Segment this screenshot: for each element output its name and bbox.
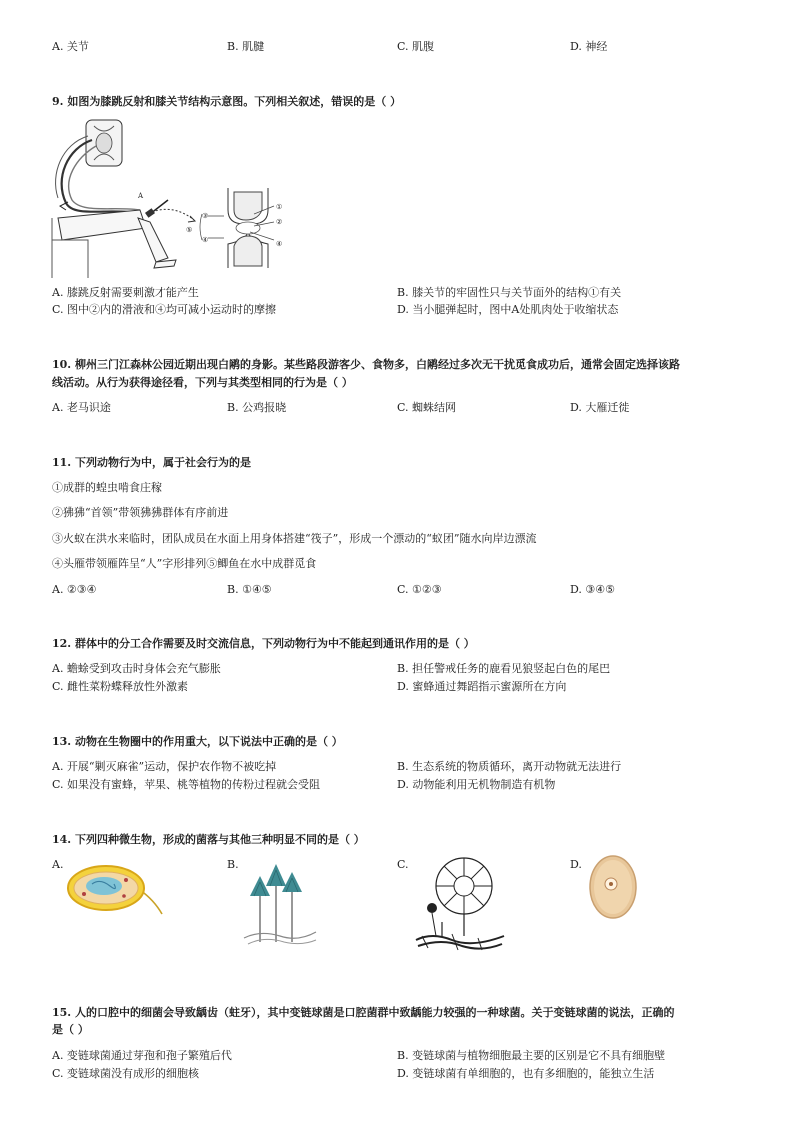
q12-stem: 12. 群体中的分工合作需要及时交流信息，下列动物行为中不能起到通讯作用的是（ ）	[52, 637, 475, 650]
figure-label-4-left: ④	[202, 236, 209, 244]
q10-stem-line2: 线活动。从行为获得途径看，下列与其类型相同的行为是（ ）	[52, 376, 353, 389]
figure-label-a: A	[138, 192, 144, 200]
knee-reflex-figure	[48, 118, 188, 278]
q15-option-c: C. 变链球菌没有成形的细胞核	[52, 1067, 200, 1080]
figure-label-1: ①	[276, 203, 283, 211]
q10-option-c: C. 蜘蛛结网	[397, 401, 457, 414]
q13-option-c: C. 如果没有蜜蜂，苹果、桃等植物的传粉过程就会受阻	[52, 778, 321, 791]
mushroom-mold-icon	[412, 856, 508, 952]
q9-option-c: C. 图中②内的滑液和④均可减小运动时的摩擦	[52, 303, 277, 316]
q12-option-b: B. 担任警戒任务的鹿看见狼竖起白色的尾巴	[397, 662, 611, 675]
q11-item-3: ③火蚁在洪水来临时，团队成员在水面上用身体搭建“筏子”，形成一个漂动的“蚁团”随水向岸边漂流	[52, 532, 537, 545]
q9-stem: 9. 如图为膝跳反射和膝关节结构示意图。下列相关叙述，错误的是（ ）	[52, 95, 402, 108]
q15-option-b: B. 变链球菌与植物细胞最主要的区别是它不具有细胞壁	[397, 1049, 666, 1062]
q11-option-b: B. ①④⑤	[227, 583, 272, 596]
q11-item-1: ①成群的蝗虫啃食庄稼	[52, 481, 162, 494]
q13-stem: 13. 动物在生物圈中的作用重大，以下说法中正确的是（ ）	[52, 735, 343, 748]
q8-option-b: B. 肌腱	[227, 40, 265, 53]
q10-option-a: A. 老马识途	[52, 401, 111, 414]
q9-option-a: A. 膝跳反射需要刺激才能产生	[52, 286, 199, 299]
q13-option-d: D. 动物能利用无机物制造有机物	[397, 778, 556, 791]
q14-option-b: B.	[227, 858, 239, 871]
figure-label-4-right: ④	[276, 240, 283, 248]
q15-stem-line2: 是（ ）	[52, 1023, 89, 1036]
q11-option-a: A. ②③④	[52, 583, 97, 596]
figure-label-3: ③	[202, 212, 209, 220]
q13-option-a: A. 开展“剿灭麻雀”运动，保护农作物不被吃掉	[52, 760, 277, 773]
q9-option-b: B. 膝关节的牢固性只与关节面外的结构①有关	[397, 286, 622, 299]
q8-option-c: C. 肌腹	[397, 40, 435, 53]
q15-option-d: D. 变链球菌有单细胞的，也有多细胞的，能独立生活	[397, 1067, 655, 1080]
q11-stem: 11. 下列动物行为中，属于社会行为的是	[52, 456, 251, 469]
q12-option-c: C. 雌性菜粉蝶释放性外激素	[52, 680, 189, 693]
q11-option-c: C. ①②③	[397, 583, 442, 596]
q10-option-b: B. 公鸡报晓	[227, 401, 287, 414]
q10-stem-line1: 10. 柳州三门江森林公园近期出现白鹇的身影。某些路段游客少、食物多，白鹇经过多次无干扰觅食成功后，通常会固定选择该路	[52, 358, 680, 371]
q14-option-a: A.	[52, 858, 64, 871]
q14-option-d: D.	[570, 858, 582, 871]
bacterium-icon	[66, 860, 166, 916]
q11-option-d: D. ③④⑤	[570, 583, 616, 596]
q8-option-d: D. 神经	[570, 40, 608, 53]
figure-label-2: ②	[276, 218, 283, 226]
q11-item-4: ④头雁带领雁阵呈“人”字形排列⑤鲫鱼在水中成群觅食	[52, 557, 317, 570]
q10-option-d: D. 大雁迁徙	[570, 401, 630, 414]
q14-option-c: C.	[397, 858, 409, 871]
q9-option-d: D. 当小腿弹起时，图中A处肌肉处于收缩状态	[397, 303, 619, 316]
q12-option-d: D. 蜜蜂通过舞蹈指示蜜源所在方向	[397, 680, 567, 693]
yeast-cell-icon	[588, 854, 638, 920]
q13-option-b: B. 生态系统的物质循环，离开动物就无法进行	[397, 760, 622, 773]
q8-option-a: A. 关节	[52, 40, 89, 53]
q11-item-2: ②狒狒“首领”带领狒狒群体有序前进	[52, 506, 229, 519]
q15-stem-line1: 15. 人的口腔中的细菌会导致龋齿（蛀牙），其中变链球菌是口腔菌群中致龋能力较强的一种球菌。关于变链球菌的说法，正确的	[52, 1006, 675, 1019]
figure-label-5: ⑤	[186, 226, 193, 234]
figure-leader-lines	[192, 200, 282, 250]
q15-option-a: A. 变链球菌通过芽孢和孢子繁殖后代	[52, 1049, 232, 1062]
q14-stem: 14. 下列四种微生物，形成的菌落与其他三种明显不同的是（ ）	[52, 833, 365, 846]
q12-option-a: A. 蟾蜍受到攻击时身体会充气膨胀	[52, 662, 221, 675]
penicillium-icon	[240, 856, 320, 946]
